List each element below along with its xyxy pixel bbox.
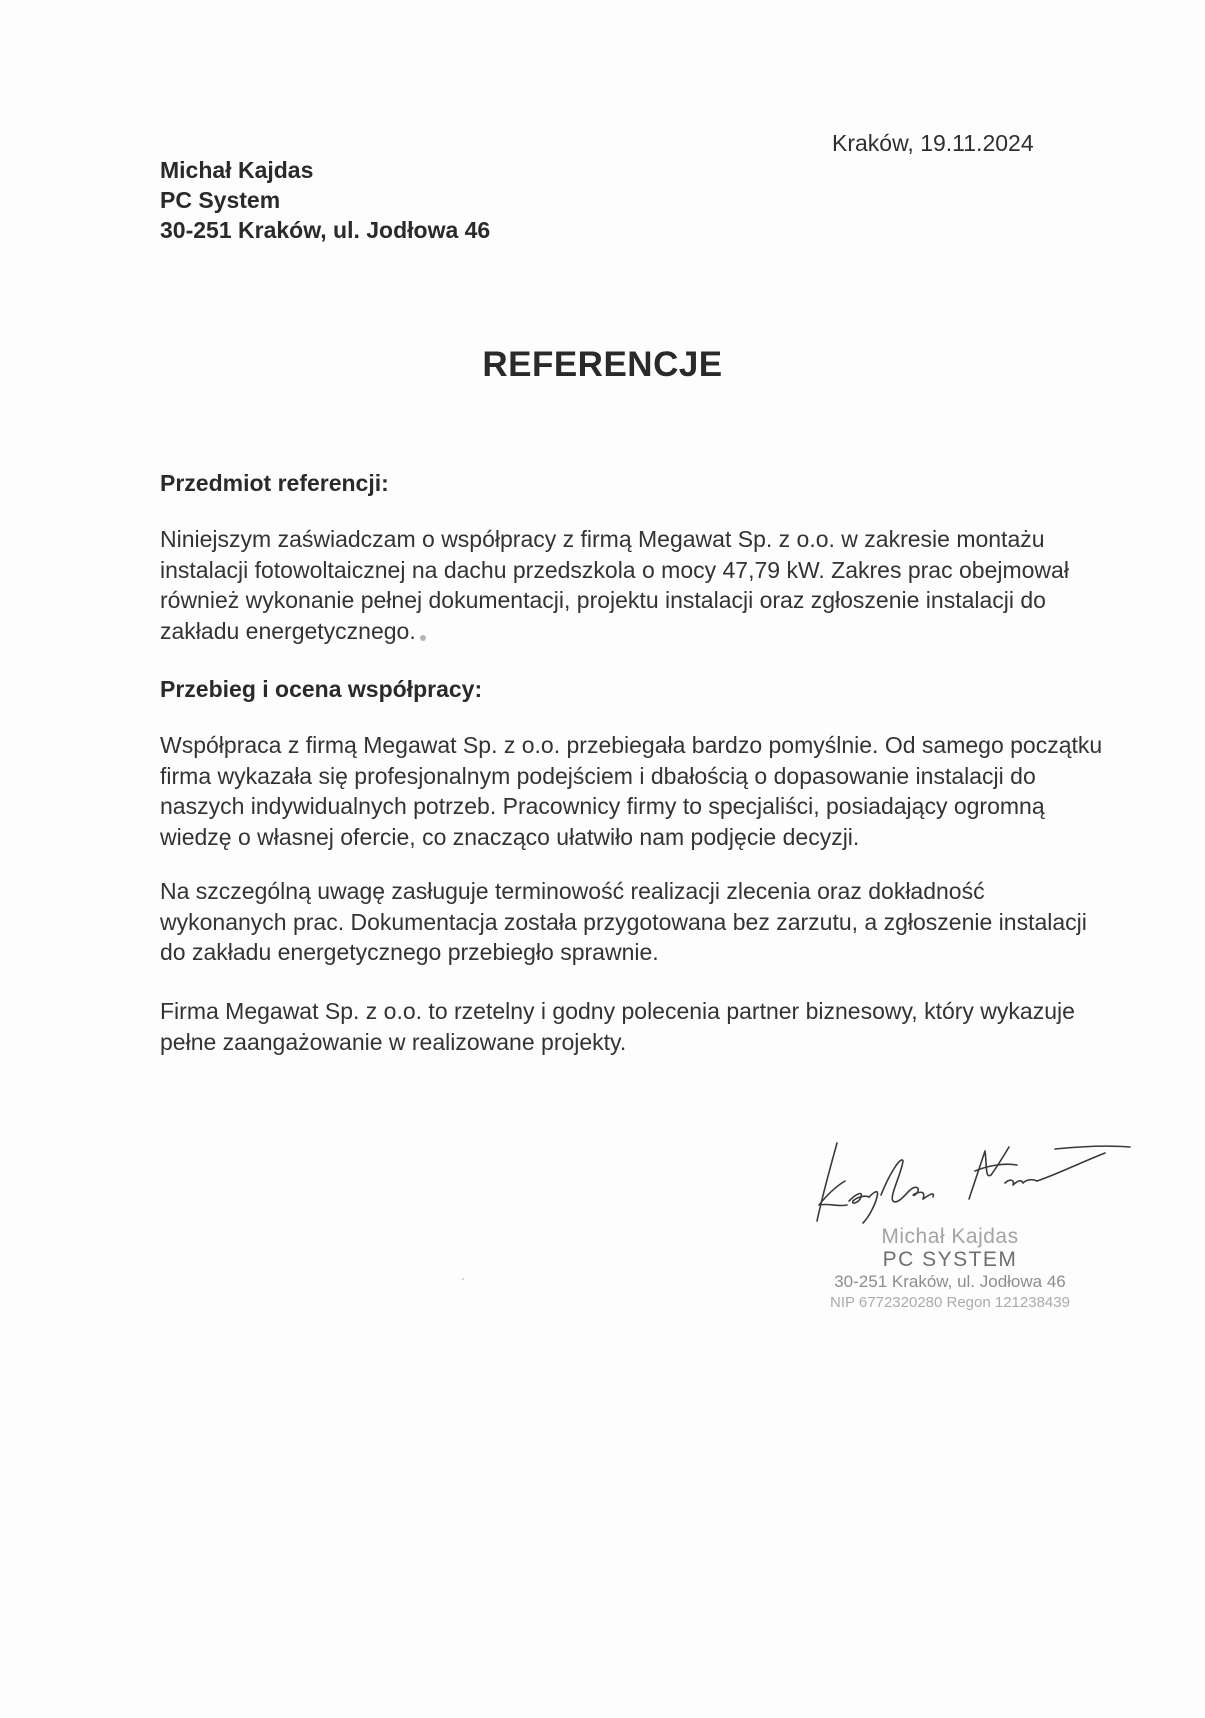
company-stamp	[790, 1225, 1110, 1313]
paragraph-line: naszych indywidualnych potrzeb. Pracownicy firmy to specjaliści, posiadający ogromną	[160, 793, 1045, 819]
paragraph-subject	[160, 524, 1110, 646]
paragraph-line: Firma Megawat Sp. z o.o. to rzetelny i godny polecenia partner biznesowy, który wykazuje	[160, 998, 1075, 1024]
paragraph-line: firma wykazała się profesjonalnym podejściem i dbałością o dopasowanie instalacji do	[160, 762, 1036, 789]
stamp-name: Michał Kajdas	[881, 1225, 1019, 1248]
paragraph-line: Niniejszym zaświadczam o współpracy z firmą Megawat Sp. z o.o. w zakresie montażu	[160, 526, 1045, 552]
document-title: REFERENCJE	[482, 345, 723, 384]
paragraph-line: do zakładu energetycznego przebiegło sprawnie.	[160, 939, 659, 965]
paragraph-line: pełne zaangażowanie w realizowane projekty.	[160, 1028, 627, 1055]
stamp-company: PC SYSTEM	[882, 1248, 1018, 1271]
paragraph-line: Współpraca z firmą Megawat Sp. z o.o. przebiegała bardzo pomyślnie. Od samego początku	[160, 732, 1103, 758]
paragraph-line: Na szczególną uwagę zasługuje terminowość realizacji zlecenia oraz dokładność	[160, 878, 985, 904]
letter-date: Kraków, 19.11.2024	[832, 130, 1034, 156]
handwritten-signature	[805, 1135, 1135, 1225]
paragraph-line: również wykonanie pełnej dokumentacji, projektu instalacji oraz zgłoszenie instalacji do	[160, 587, 1046, 613]
paragraph-line: instalacji fotowoltaicznej na dachu przedszkola o mocy 47,79 kW. Zakres prac obejmował	[160, 556, 1069, 583]
paragraph-evaluation-1	[160, 730, 1110, 852]
paragraph-line-last	[160, 616, 1110, 647]
section-heading-evaluation: Przebieg i ocena współpracy:	[160, 676, 483, 702]
stamp-ids: NIP 6772320280 Regon 121238439	[830, 1294, 1070, 1311]
paragraph-evaluation-3	[160, 996, 1110, 1057]
paragraph-line: wiedzę o własnej ofercie, co znacząco ułatwiło nam podjęcie decyzji.	[160, 823, 860, 850]
stamp-address: 30-251 Kraków, ul. Jodłowa 46	[834, 1272, 1066, 1291]
sender-block	[160, 155, 490, 245]
paragraph-line-text: zakładu energetycznego.	[160, 617, 416, 644]
paragraph-line: wykonanych prac. Dokumentacja została przygotowana bez zarzutu, a zgłoszenie instalacji	[160, 908, 1087, 935]
ink-speck	[420, 635, 426, 641]
sender-address: 30-251 Kraków, ul. Jodłowa 46	[160, 217, 491, 243]
sender-name: Michał Kajdas	[160, 157, 314, 183]
paragraph-evaluation-2	[160, 876, 1110, 968]
section-heading-subject: Przedmiot referencji:	[160, 470, 389, 496]
sender-company: PC System	[160, 187, 281, 213]
scan-speck	[462, 1278, 464, 1280]
